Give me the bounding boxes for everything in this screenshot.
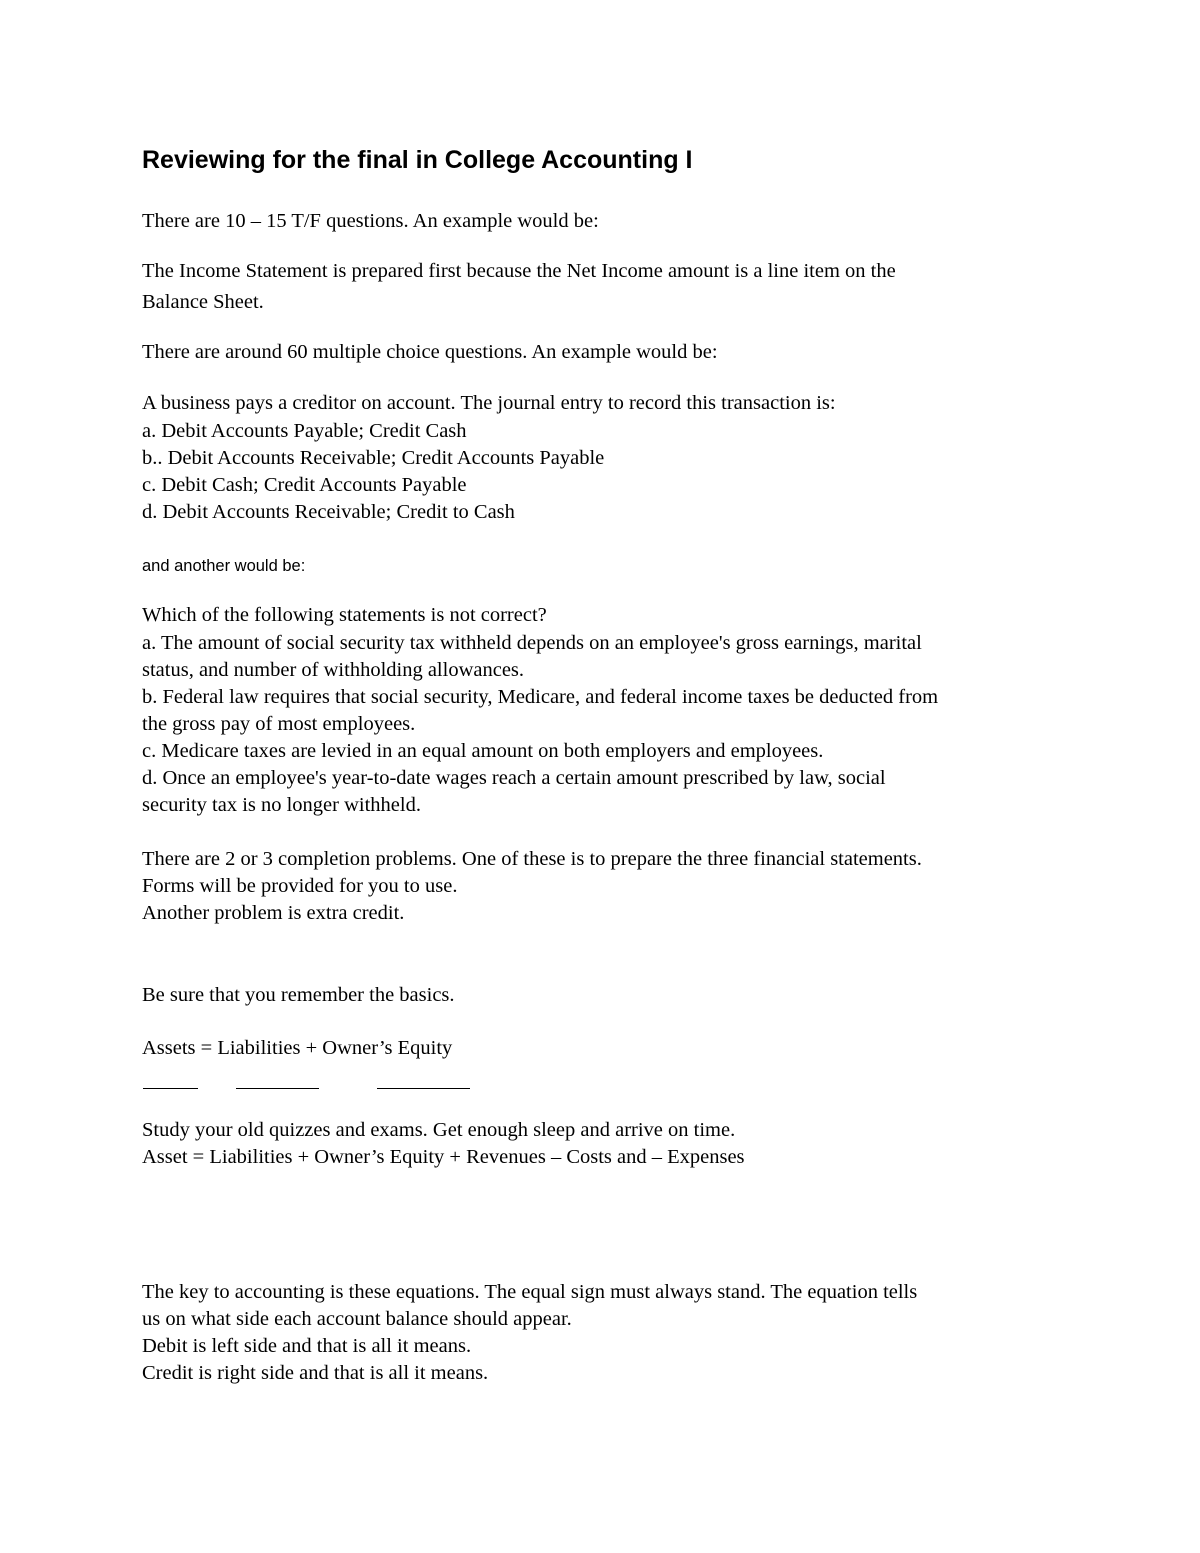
mc1-option-b: b.. Debit Accounts Receivable; Credit Accounts Payable [142,447,605,469]
mc2-line: c. Medicare taxes are levied in an equal amount on both employers and employees. [142,740,824,762]
completion-line: There are 2 or 3 completion problems. One of these is to prepare the three financial statements. [142,848,922,870]
mc1-option-a: a. Debit Accounts Payable; Credit Cash [142,420,467,442]
mc2-question: Which of the following statements is not correct? [142,604,547,626]
basics-line: Be sure that you remember the basics. [142,984,455,1006]
and-another-label: and another would be: [142,557,306,575]
mc1-option-d: d. Debit Accounts Receivable; Credit to Cash [142,501,515,523]
blank-line-equity [377,1088,470,1089]
accounting-equation: Assets = Liabilities + Owner’s Equity [142,1037,453,1059]
debit-line: Debit is left side and that is all it means. [142,1335,472,1357]
mc1-option-c: c. Debit Cash; Credit Accounts Payable [142,474,467,496]
blank-line-liabilities [236,1088,319,1089]
mc-intro: There are around 60 multiple choice questions. An example would be: [142,341,718,363]
tf-intro: There are 10 – 15 T/F questions. An example would be: [142,210,599,232]
credit-line: Credit is right side and that is all it means. [142,1362,489,1384]
mc2-line: the gross pay of most employees. [142,713,416,735]
key-line: The key to accounting is these equations. The equal sign must always stand. The equation tells [142,1281,918,1303]
mc2-line: security tax is no longer withheld. [142,794,421,816]
study-line: Study your old quizzes and exams. Get enough sleep and arrive on time. [142,1119,736,1141]
mc1-question: A business pays a creditor on account. The journal entry to record this transaction is: [142,392,836,414]
page-title: Reviewing for the final in College Accounting I [142,146,693,174]
mc2-line: b. Federal law requires that social security, Medicare, and federal income taxes be deducted from [142,686,939,708]
key-line: us on what side each account balance should appear. [142,1308,572,1330]
mc2-line: a. The amount of social security tax withheld depends on an employee's gross earnings, marital [142,632,922,654]
blank-line-assets [143,1088,198,1089]
mc2-line: status, and number of withholding allowances. [142,659,525,681]
expanded-equation: Asset = Liabilities + Owner’s Equity + Revenues – Costs and – Expenses [142,1146,745,1168]
tf-example-line-2: Balance Sheet. [142,291,264,313]
mc2-line: d. Once an employee's year-to-date wages reach a certain amount prescribed by law, social [142,767,886,789]
tf-example-line-1: The Income Statement is prepared first because the Net Income amount is a line item on the [142,260,896,282]
completion-line: Another problem is extra credit. [142,902,405,924]
completion-line: Forms will be provided for you to use. [142,875,458,897]
